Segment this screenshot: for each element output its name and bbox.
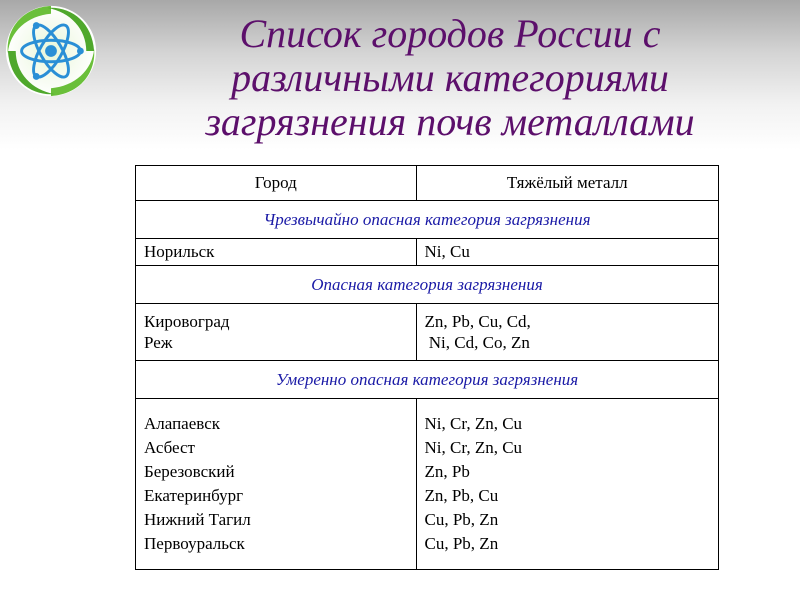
header-metal: Тяжёлый металл (416, 166, 718, 201)
city-cell (136, 399, 417, 570)
metal-cell (416, 304, 718, 361)
table-row (136, 304, 719, 361)
category-moderately-dangerous: Умеренно опасная категория загрязнения (136, 361, 719, 399)
city-name: Норильск (144, 242, 215, 261)
metal-list: Ni, Cr, Zn, Cu (424, 438, 523, 457)
metal-list: Ni, Cr, Zn, Cu (424, 414, 523, 433)
metal-list: Ni, Cd, Co, Zn (424, 333, 530, 352)
page-title (120, 12, 780, 144)
city-cell (136, 304, 417, 361)
category-row (136, 361, 719, 399)
city-name: Алапаевск (144, 414, 221, 433)
metal-list: Zn, Pb, Cu, Cd, (424, 312, 531, 331)
metal-list: Zn, Pb, Cu (424, 486, 499, 505)
table-row (136, 239, 719, 266)
city-name: Асбест (144, 438, 195, 457)
header-city: Город (136, 166, 417, 201)
city-name: Кировоград (144, 312, 230, 331)
city-name: Первоуральск (144, 534, 245, 553)
category-extremely-dangerous: Чрезвычайно опасная категория загрязнения (136, 201, 719, 239)
city-name: Нижний Тагил (144, 510, 251, 529)
city-cell (136, 239, 417, 266)
metal-list: Cu, Pb, Zn (424, 534, 499, 553)
category-dangerous: Опасная категория загрязнения (136, 266, 719, 304)
title-line-2: различными категориями (231, 55, 669, 100)
table-header-row (136, 166, 719, 201)
city-name: Екатеринбург (144, 486, 244, 505)
table-row (136, 399, 719, 570)
metal-list: Ni, Cu (424, 242, 470, 261)
category-row (136, 201, 719, 239)
metal-cell (416, 399, 718, 570)
metal-list: Zn, Pb (424, 462, 470, 481)
city-name: Реж (144, 333, 173, 352)
metal-list: Cu, Pb, Zn (424, 510, 499, 529)
pollution-table (135, 165, 719, 570)
category-row (136, 266, 719, 304)
title-line-3: загрязнения почв металлами (205, 99, 695, 144)
metal-cell (416, 239, 718, 266)
atom-logo-icon (2, 2, 100, 100)
title-line-1: Список городов России с (239, 11, 661, 56)
city-name: Березовский (144, 462, 235, 481)
